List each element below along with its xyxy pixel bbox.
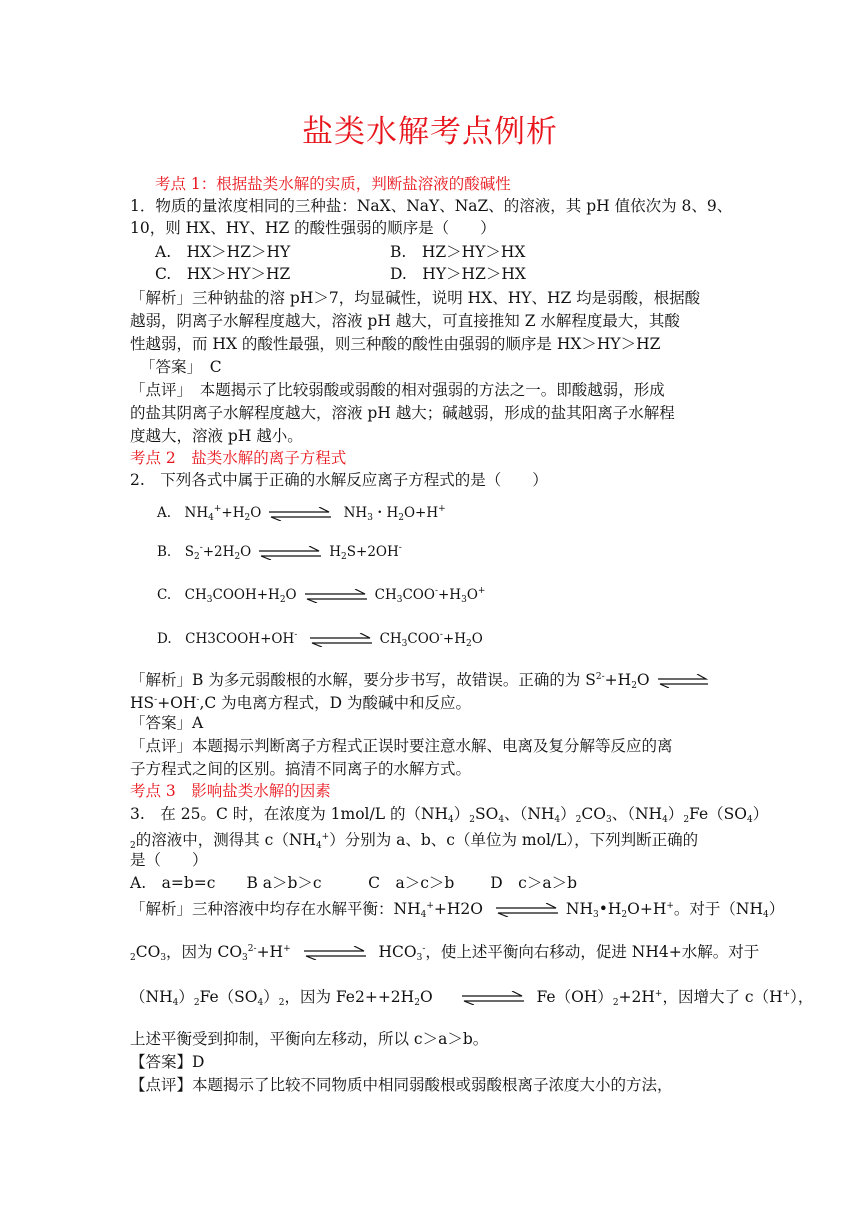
section-heading-2: 考点 2 盐类水解的离子方程式 xyxy=(130,449,347,467)
q1-option-a: A. HX＞HZ＞HY xyxy=(155,243,291,261)
q1-option-c: C. HX＞HY＞HZ xyxy=(155,265,291,283)
q2-analysis-line1: 「解析」B 为多元弱酸根的水解，要分步书写，故错误。正确的为 $S^{2-}+H_2O$ xyxy=(130,666,716,697)
q3-stem-line3: 是（ ） xyxy=(130,851,208,869)
equilibrium-arrow-icon xyxy=(257,546,323,560)
q1-answer: 「答案」 C xyxy=(140,358,222,376)
equilibrium-arrow-icon xyxy=(460,991,526,1005)
q1-comment-line2: 的盐其阴离子水解程度越大，溶液 pH 越大；碱越弱，形成的盐其阳离子水解程 xyxy=(130,404,675,422)
q2-option-a: A. $NH_4^++H_2O$ $NH_3$・$H_2O+H^+$ xyxy=(157,504,446,523)
q3-stem-line2: $_2$的溶液中，测得其 $c(NH_4^+)$分别为 a、b、c（单位为 mol/L），下列判断正确的 xyxy=(130,831,699,851)
equilibrium-arrow-icon xyxy=(302,946,368,960)
q3-analysis-line4: 上述平衡受到抑制，平衡向左移动，所以 c＞a＞b。 xyxy=(130,1030,489,1048)
page-title: 盐类水解考点例析 xyxy=(302,114,558,150)
equilibrium-arrow-icon xyxy=(656,674,710,688)
q2-analysis-line2: HS-+OH-,C 为电离方程式，D 为酸碱中和反应。 xyxy=(130,694,472,712)
q1-comment-line1: 「点评」 本题揭示了比较弱酸或弱酸的相对强弱的方法之一。即酸越弱，形成 xyxy=(130,381,665,399)
q2-comment-line1: 「点评」本题揭示判断离子方程式正误时要注意水解、电离及复分解等反应的离 xyxy=(130,737,673,755)
q2-option-d: D. CH3COOH+OH- $CH_3COO^-+H_2O$ xyxy=(157,630,483,649)
q1-analysis-line3: 性越弱，而 HX 的酸性最强，则三种酸的酸性由强弱的顺序是 HX＞HY＞HZ xyxy=(130,335,661,353)
equilibrium-arrow-icon xyxy=(494,903,560,917)
q1-analysis-line2: 越弱，阴离子水解程度越大，溶液 pH 越大，可直接推知 Z 水解程度最大，其酸 xyxy=(130,312,680,330)
q2-stem: 2. 下列各式中属于正确的水解反应离子方程式的是（ ） xyxy=(130,471,548,489)
q3-answer: 【答案】D xyxy=(130,1053,205,1071)
section-heading-3: 考点 3 影响盐类水解的因素 xyxy=(130,782,331,800)
q3-comment-line1: 【点评】本题揭示了比较不同物质中相同弱酸根或弱酸根离子浓度大小的方法， xyxy=(130,1076,673,1094)
section-heading-1: 考点 1：根据盐类水解的实质，判断盐溶液的酸碱性 xyxy=(155,175,511,193)
q3-analysis-line3: $(NH_4)_2Fe(SO_4)_2$，因为 $Fe2++2H_2O$ $Fe(OH)_2+2H^+$，因增大了 c（H+）， xyxy=(130,988,814,1008)
q1-stem-line1: 1．物质的量浓度相同的三种盐：NaX、NaY、NaZ、的溶液，其 pH 值依次为 8、9、 xyxy=(130,197,733,215)
q3-stem-line1: 3. 在 25。C 时，在浓度为 1mol/L 的$(NH_4)_2SO_4$、$(NH_4)_2CO_3$、$(NH_4)_2Fe(SO_4)$ xyxy=(130,805,769,825)
q2-comment-line2: 子方程式之间的区别。搞清不同离子的水解方式。 xyxy=(130,760,472,778)
q2-option-b: B. $S_2^-+2H_2O$ $H_2S+2OH^-$ xyxy=(157,543,402,562)
equilibrium-arrow-icon xyxy=(308,633,374,647)
q1-analysis-line1: 「解析」三种钠盐的溶 pH＞7，均显碱性，说明 HX、HY、HZ 均是弱酸，根据酸 xyxy=(130,289,701,307)
q1-option-d: D. HY＞HZ＞HX xyxy=(390,265,526,283)
q2-option-c: C. $CH_3COOH+H_2O$ $CH_3COO^-+H_3O^+$ xyxy=(157,586,486,605)
q3-analysis-line2: $_2CO_3$，因为 $CO_3^{2-}+H^+$ $HCO_3^-$，使上述平衡向右移动，促进 NH4+水解。对于 xyxy=(130,943,760,963)
equilibrium-arrow-icon xyxy=(303,589,369,603)
q1-option-b: B. HZ＞HY＞HX xyxy=(390,243,526,261)
q2-answer: 「答案」A xyxy=(130,714,204,732)
q1-comment-line3: 度越大，溶液 pH 越小。 xyxy=(130,427,303,445)
q3-options: A. a=b=c B a＞b＞c C a＞c＞b D c＞a＞b xyxy=(130,874,578,892)
equilibrium-arrow-icon xyxy=(267,507,333,521)
q3-analysis-line1: 「解析」三种溶液中均存在水解平衡：$NH_4^++H2O$ $NH_3•H_2O+H^+$。对于$(NH_4)$ xyxy=(130,900,785,920)
q1-stem-line2: 10，则 HX、HY、HZ 的酸性强弱的顺序是（ ） xyxy=(130,219,496,237)
